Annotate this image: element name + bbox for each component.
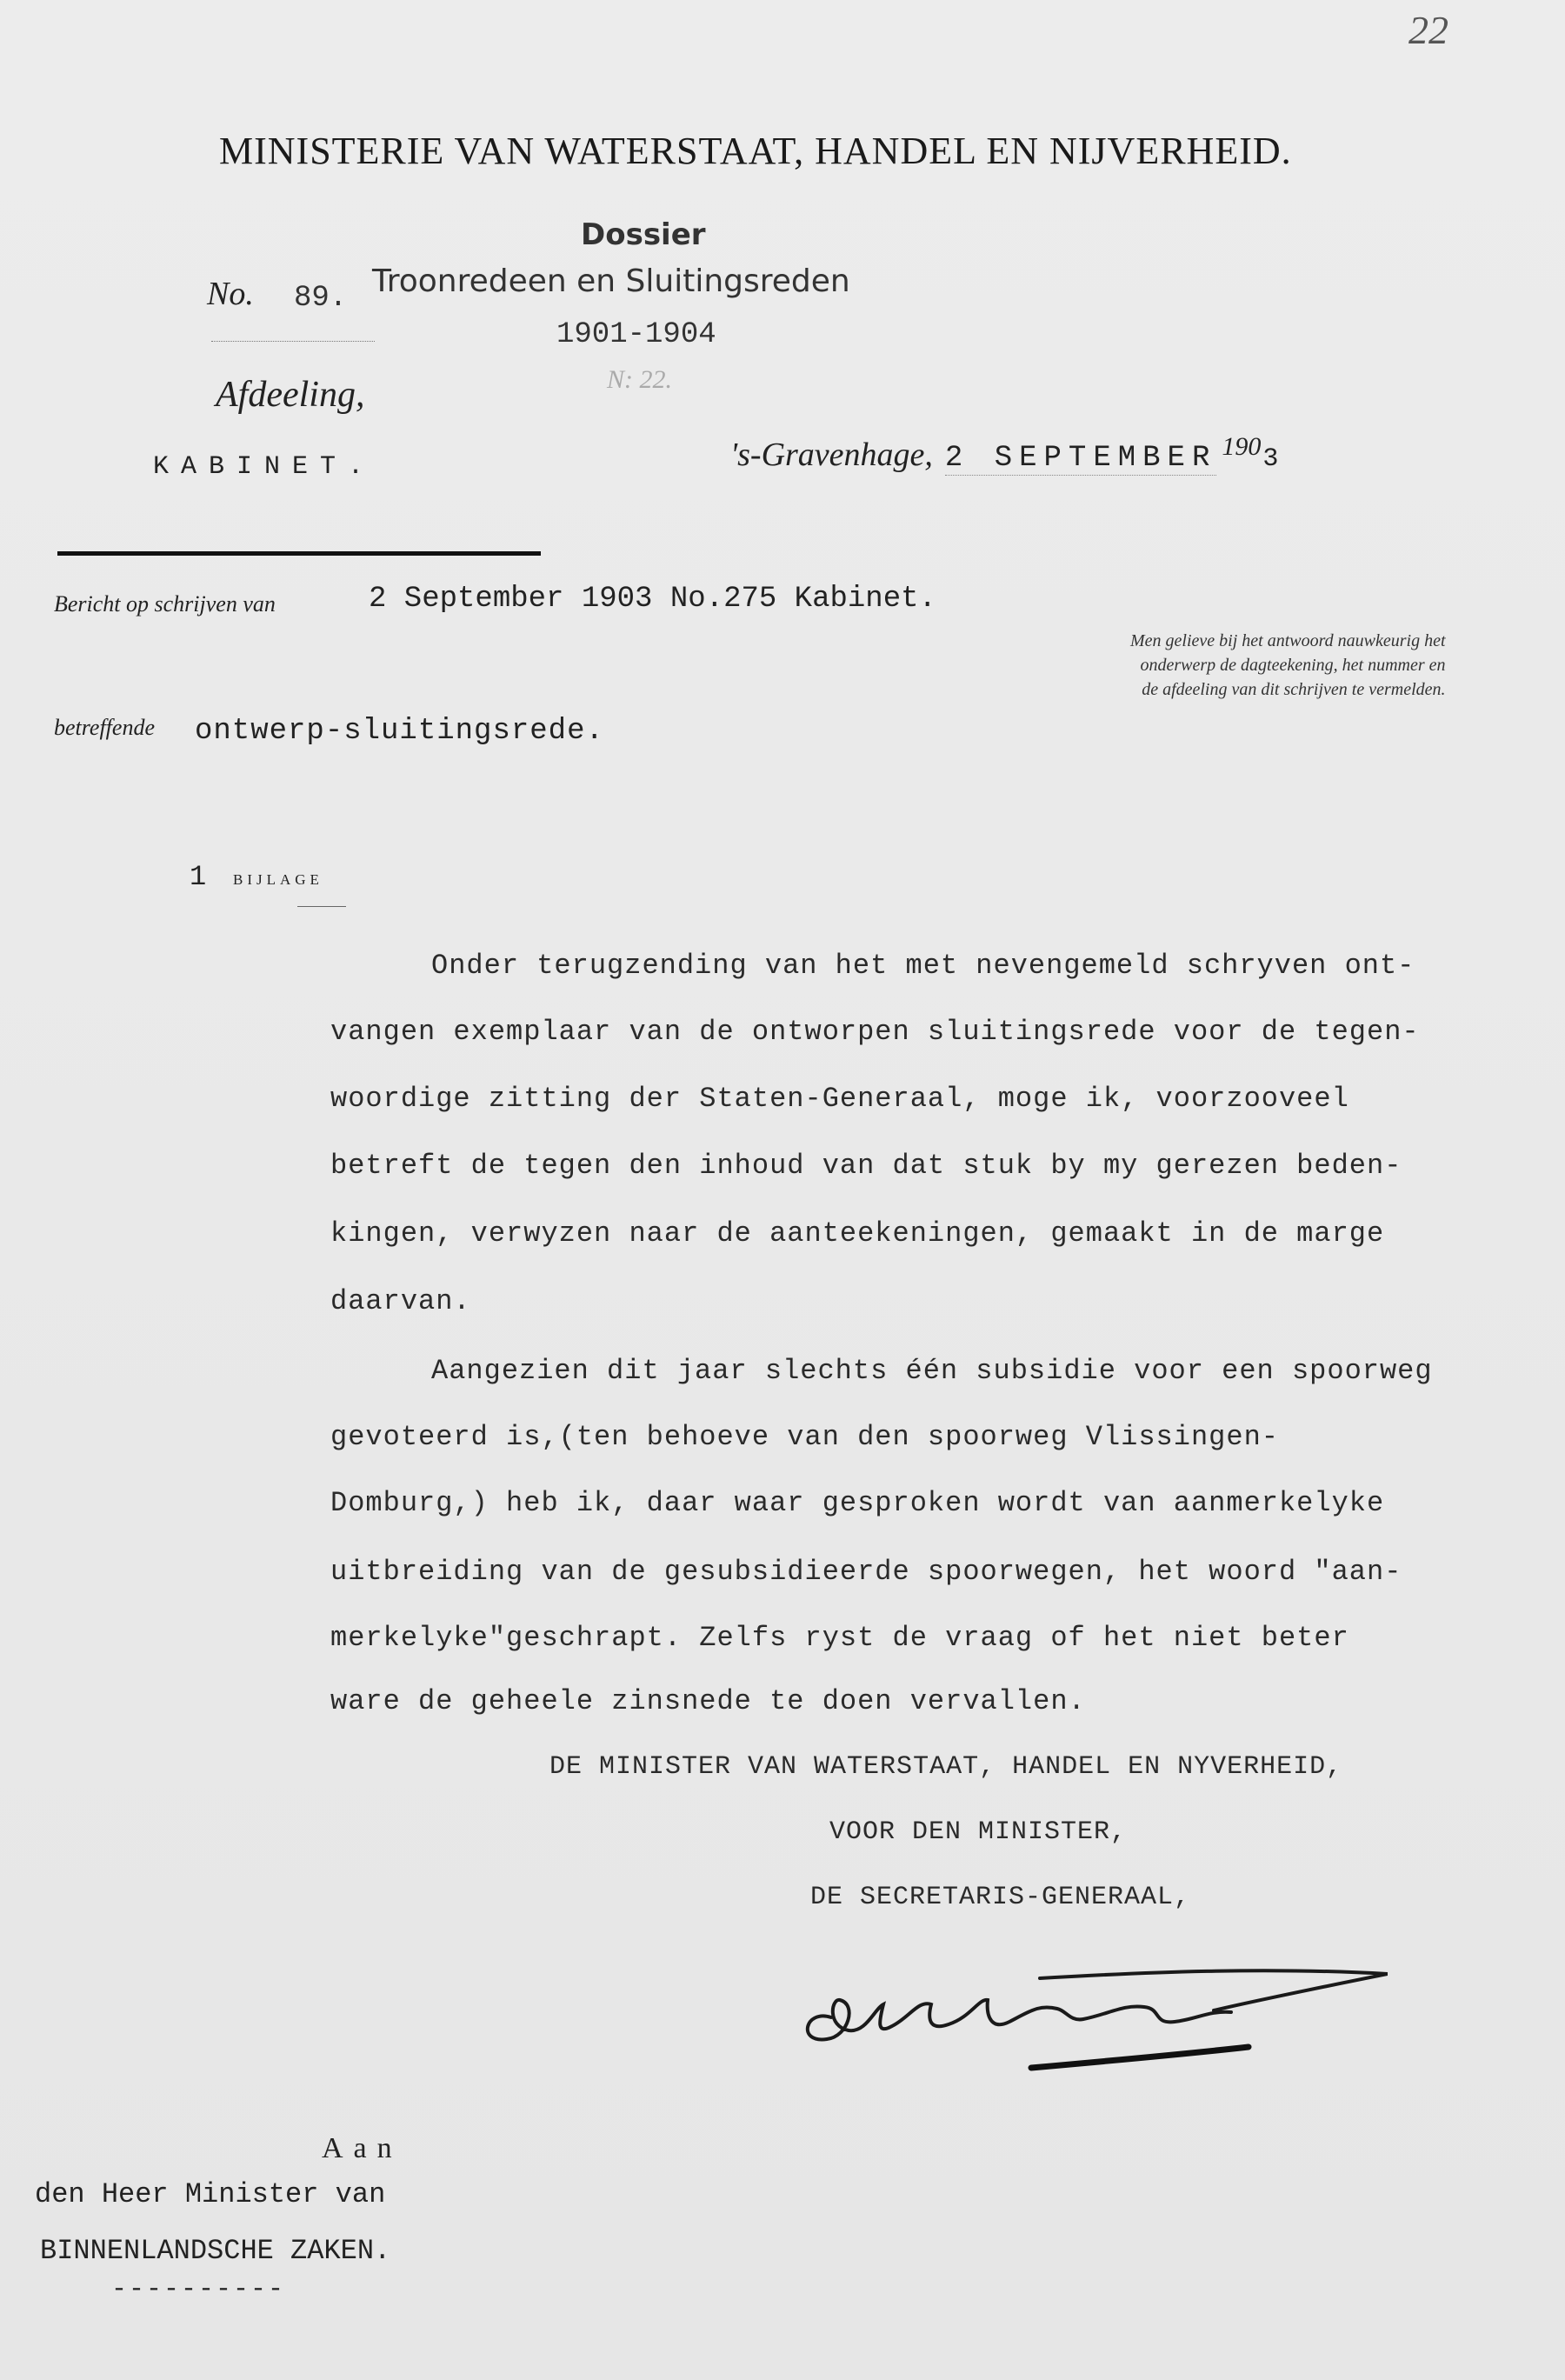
attachment-underline — [297, 906, 346, 907]
body-line: Aangezien dit jaar slechts één subsidie voor een spoorweg — [431, 1355, 1433, 1387]
body-line: daarvan. — [330, 1285, 471, 1317]
address-line-2: BINNENLANDSCHE ZAKEN. — [40, 2235, 391, 2267]
closing-secretaris: DE SECRETARIS-GENERAAL, — [810, 1883, 1191, 1912]
attachment-label: BIJLAGE — [233, 871, 323, 888]
bericht-value: 2 September 1903 No.275 Kabinet. — [369, 583, 936, 616]
archive-number: 22 — [1408, 8, 1448, 52]
date-typed: 2 SEPTEMBER — [944, 442, 1217, 475]
closing-voor: VOOR DEN MINISTER, — [829, 1817, 1128, 1847]
ministry-letterhead: MINISTERIE VAN WATERSTAAT, HANDEL EN NIJVERHEID. — [219, 130, 1292, 172]
reply-notice — [1130, 629, 1446, 702]
afdeeling-value: KABINET. — [153, 452, 376, 482]
betreffende-value: ontwerp-sluitingsrede. — [195, 715, 604, 748]
dossier-stamp-years: 1901-1904 — [556, 318, 716, 351]
number-label: No. — [207, 276, 254, 312]
year-handwritten: 190 — [1222, 432, 1262, 461]
address-line-1: den Heer Minister van — [35, 2178, 386, 2210]
reply-notice-line: Men gelieve bij het antwoord nauwkeurig het — [1130, 631, 1446, 650]
number-underline — [211, 341, 375, 342]
body-line: gevoteerd is,(ten behoeve van den spoorweg Vlissingen- — [330, 1421, 1279, 1453]
signature — [779, 1957, 1388, 2087]
dossier-stamp-subject: Troonredeen en Sluitingsreden — [372, 263, 850, 299]
attachment-count: 1 — [190, 861, 207, 893]
place-date-line — [730, 432, 1278, 475]
number-value: 89. — [294, 282, 348, 315]
body-line: Domburg,) heb ik, daar waar gesproken wordt van aanmerkelyke — [330, 1487, 1385, 1519]
reply-notice-line: de afdeeling van dit schrijven te vermelden. — [1142, 680, 1446, 699]
body-line: ware de geheele zinsnede te doen vervallen. — [330, 1685, 1086, 1717]
dossier-stamp-title: Dossier — [581, 217, 706, 252]
pencil-annotation: N: 22. — [607, 365, 672, 394]
header-rule — [57, 551, 541, 556]
afdeeling-label: Afdeeling, — [216, 375, 365, 415]
body-line: uitbreiding van de gesubsidieerde spoorwegen, het woord "aan- — [330, 1556, 1402, 1588]
body-line: vangen exemplaar van de ontworpen sluitingsrede voor de tegen- — [330, 1016, 1420, 1048]
closing-minister: DE MINISTER VAN WATERSTAAT, HANDEL EN NYVERHEID, — [549, 1752, 1343, 1782]
betreffende-label: betreffende — [54, 715, 155, 740]
body-line: woordige zitting der Staten-Generaal, moge ik, voorzooveel — [330, 1083, 1349, 1115]
reply-notice-line: onderwerp de dagteekening, het nummer en — [1140, 656, 1446, 675]
address-aan: Aan — [322, 2132, 403, 2164]
body-line: betreft de tegen den inhoud van dat stuk by my gerezen beden- — [330, 1150, 1402, 1182]
year-typed: 3 — [1262, 444, 1279, 474]
body-line: kingen, verwyzen naar de aanteekeningen, gemaakt in de marge — [330, 1217, 1385, 1250]
body-line: merkelyke"geschrapt. Zelfs ryst de vraag of het niet beter — [330, 1622, 1349, 1654]
bericht-label: Bericht op schrijven van — [54, 591, 276, 617]
address-underline: ---------- — [111, 2275, 286, 2304]
place-name: 's-Gravenhage, — [730, 437, 933, 473]
body-line: Onder terugzending van het met nevengemeld schryven ont- — [431, 950, 1415, 982]
